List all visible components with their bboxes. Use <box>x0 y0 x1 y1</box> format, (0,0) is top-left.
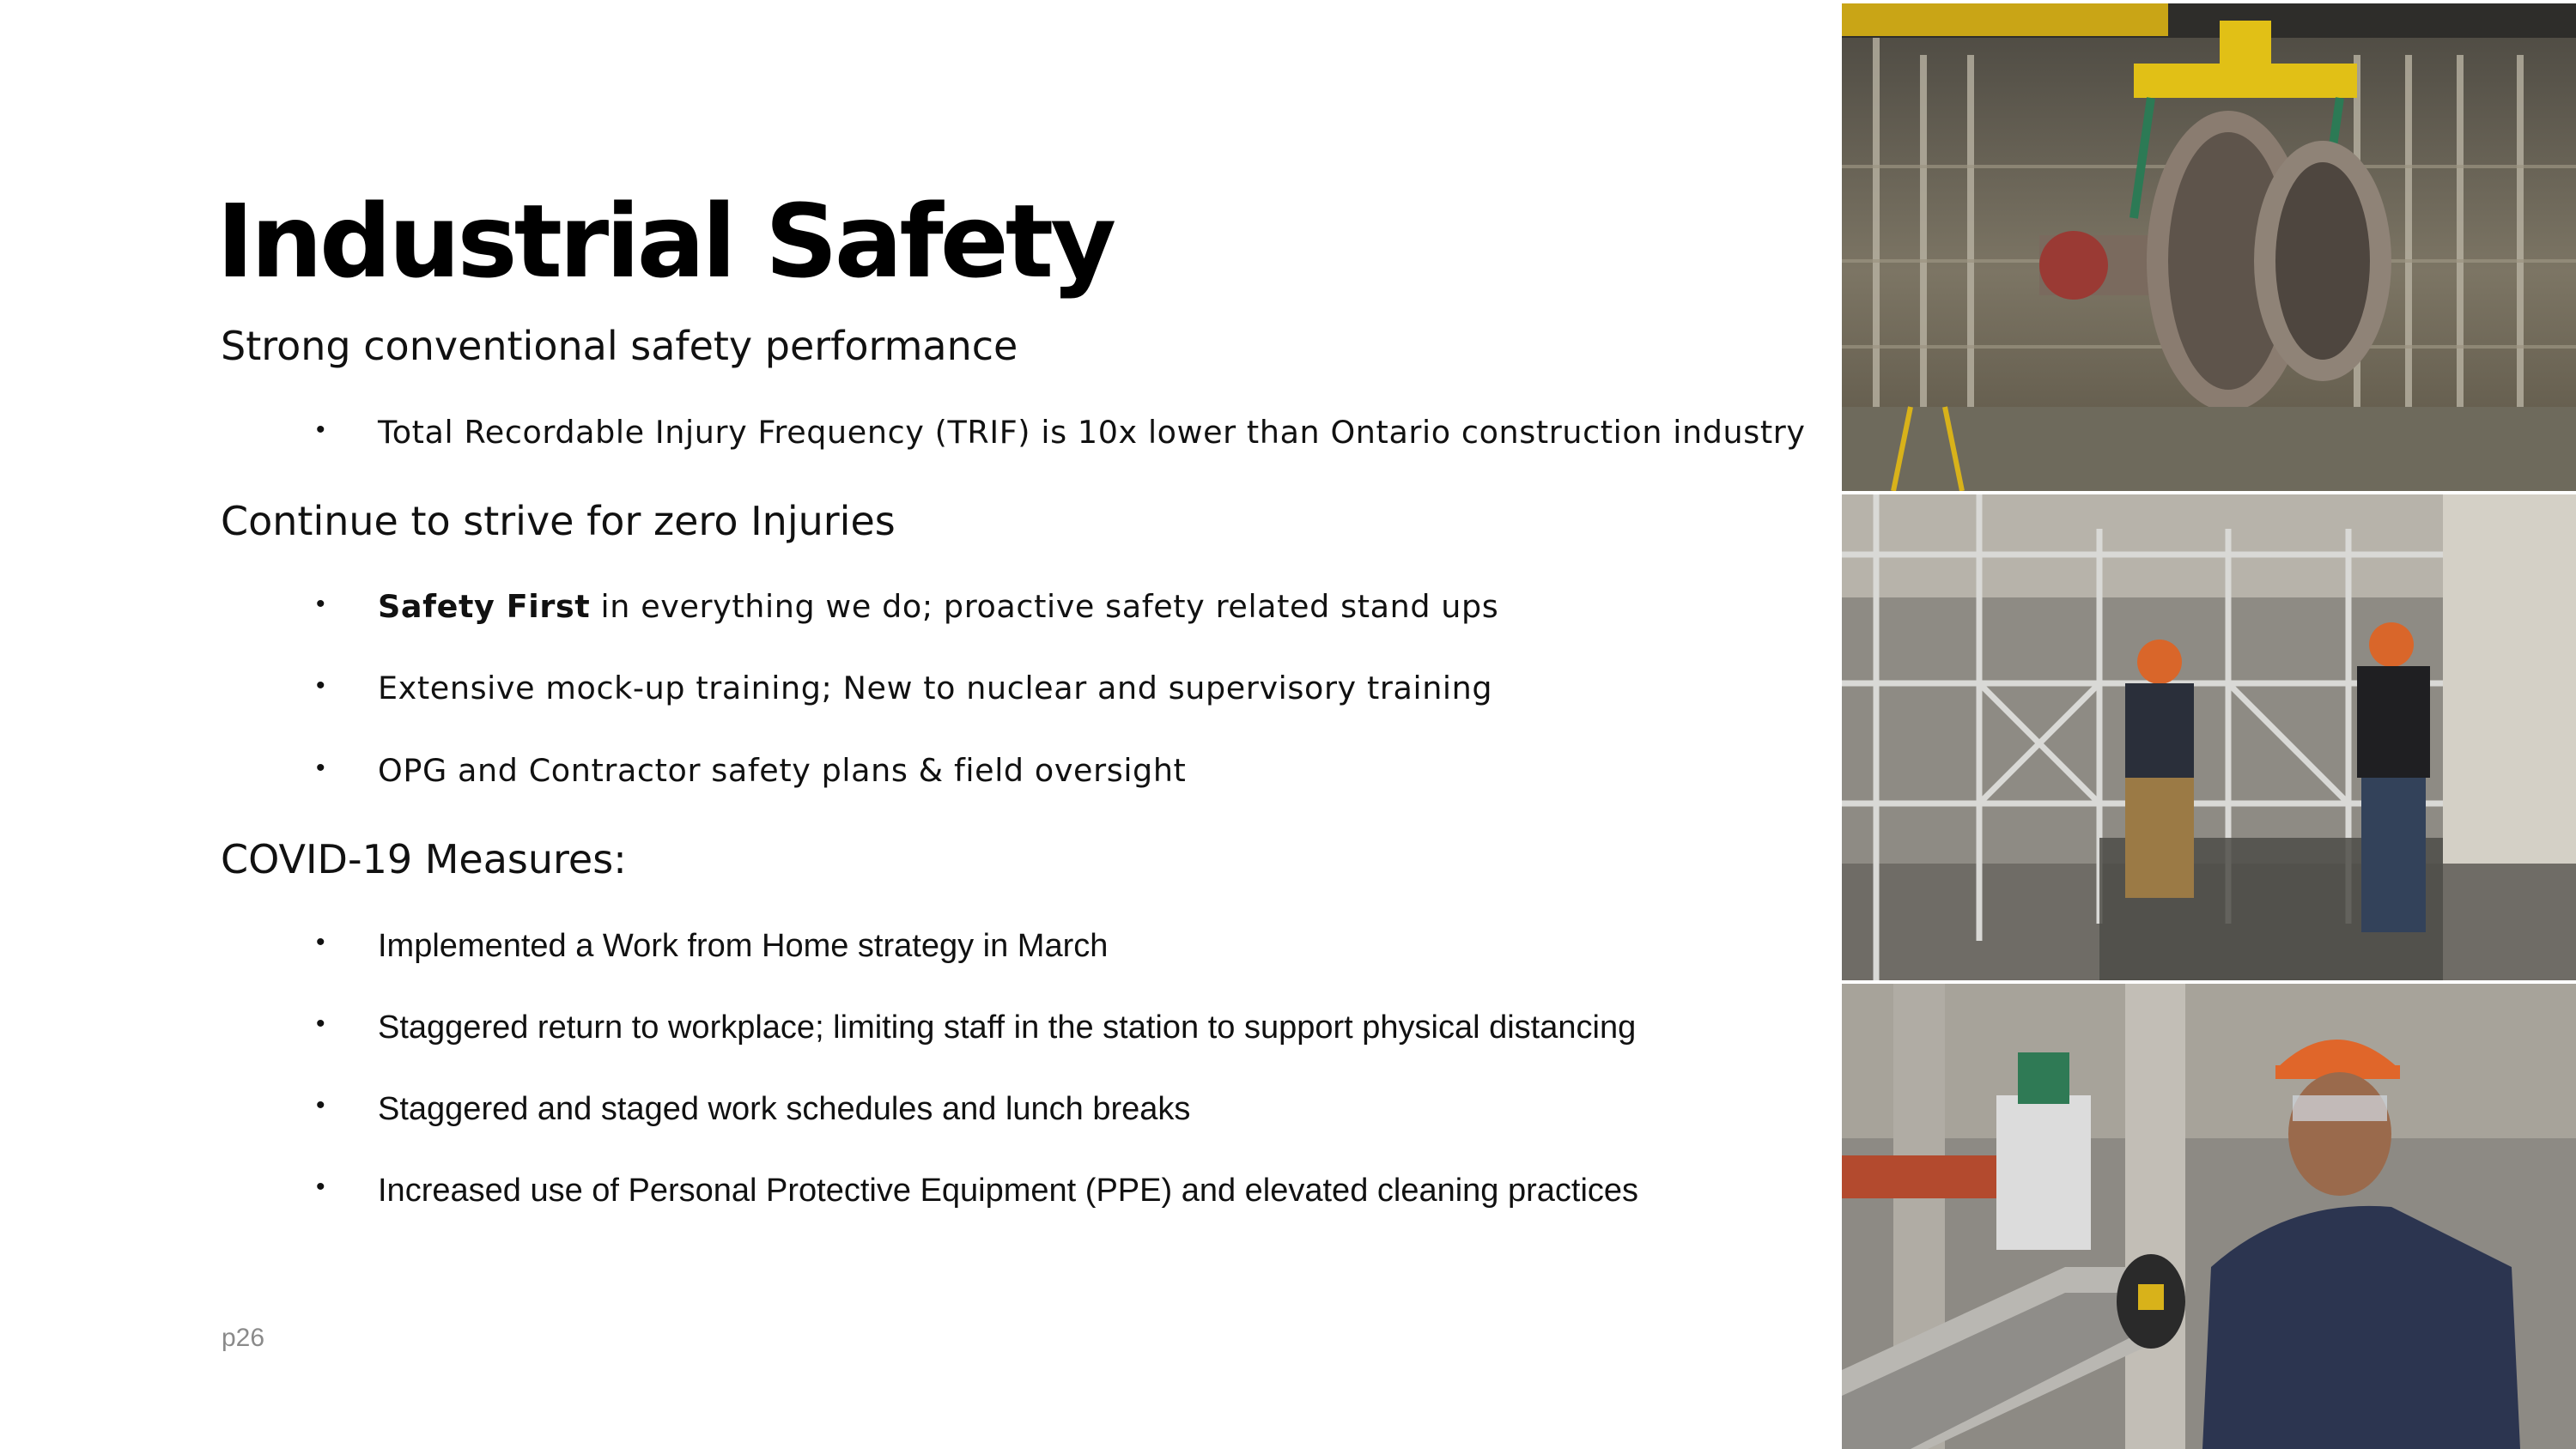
section-heading-zero-injuries: Continue to strive for zero Injuries <box>221 498 896 544</box>
bullet-text: Total Recordable Injury Frequency (TRIF) is 10x lower than Ontario construction industry <box>378 414 1806 451</box>
bullet-text: in everything we do; proactive safety related stand ups <box>590 588 1499 625</box>
slide-title: Industrial Safety <box>216 182 1114 300</box>
scaffolding-workers-photo <box>1842 494 2576 980</box>
valve-inspection-photo <box>1842 984 2576 1449</box>
bullet-text: Increased use of Personal Protective Equipment (PPE) and elevated cleaning practices <box>378 1173 1639 1209</box>
bullet-text: Staggered and staged work schedules and lunch breaks <box>378 1091 1191 1127</box>
bullet-dot: • <box>316 1009 325 1038</box>
bullet-dot: • <box>316 928 325 956</box>
page-number: p26 <box>222 1324 265 1352</box>
turbine-photo <box>1842 3 2576 491</box>
bullet-text: Implemented a Work from Home strategy in March <box>378 928 1109 964</box>
bullet-text-group <box>378 588 1499 625</box>
section-heading-performance: Strong conventional safety performance <box>221 323 1018 369</box>
bullet-dot: • <box>316 754 325 782</box>
bullet-bold-text: Safety First <box>378 588 591 625</box>
bullet-dot: • <box>316 671 325 700</box>
bullet-dot: • <box>316 415 325 444</box>
bullet-text: Staggered return to workplace; limiting staff in the station to support physical distancing <box>378 1009 1637 1046</box>
bullet-text: Extensive mock-up training; New to nuclear and supervisory training <box>378 670 1493 706</box>
bullet-dot: • <box>316 1173 325 1201</box>
section-heading-covid: COVID-19 Measures: <box>221 836 627 882</box>
bullet-text: OPG and Contractor safety plans & field oversight <box>378 752 1187 789</box>
bullet-dot: • <box>316 590 325 618</box>
bullet-dot: • <box>316 1091 325 1119</box>
